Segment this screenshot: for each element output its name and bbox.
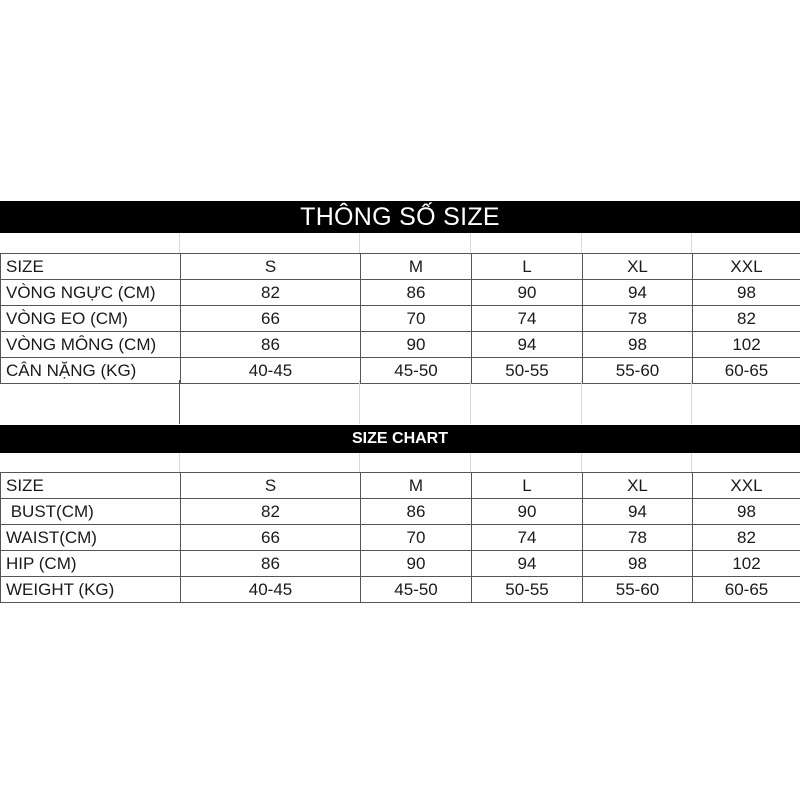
row-label: HIP (CM) <box>1 551 181 577</box>
row-label: VÒNG EO (CM) <box>1 306 181 332</box>
header-cell-s: S <box>181 473 361 499</box>
row-label: VÒNG NGỰC (CM) <box>1 280 181 306</box>
en-title: SIZE CHART <box>352 430 448 447</box>
row-label: WAIST(CM) <box>1 525 181 551</box>
value-cell: 102 <box>693 551 800 577</box>
table-row <box>1 306 800 332</box>
value-cell: 94 <box>583 280 693 306</box>
en-header-row <box>1 473 800 499</box>
value-cell: 40-45 <box>181 358 361 384</box>
value-cell: 90 <box>361 551 472 577</box>
value-cell: 90 <box>472 499 583 525</box>
value-cell: 78 <box>583 306 693 332</box>
header-cell-s: S <box>181 254 361 280</box>
value-cell: 94 <box>583 499 693 525</box>
value-cell: 60-65 <box>693 358 800 384</box>
value-cell: 82 <box>693 306 800 332</box>
header-cell-m: M <box>361 473 472 499</box>
header-cell-xxl: XXL <box>693 473 800 499</box>
value-cell: 86 <box>361 499 472 525</box>
table-row <box>1 499 800 525</box>
value-cell: 82 <box>181 499 361 525</box>
value-cell: 66 <box>181 525 361 551</box>
value-cell: 60-65 <box>693 577 800 603</box>
value-cell: 50-55 <box>472 358 583 384</box>
value-cell: 55-60 <box>583 577 693 603</box>
value-cell: 70 <box>361 525 472 551</box>
vn-header-row <box>1 254 800 280</box>
header-cell-size: SIZE <box>1 254 181 280</box>
value-cell: 40-45 <box>181 577 361 603</box>
value-cell: 90 <box>361 332 472 358</box>
value-cell: 74 <box>472 306 583 332</box>
row-label: CÂN NẶNG (KG) <box>1 358 181 384</box>
en-title-bar <box>0 425 800 453</box>
value-cell: 98 <box>583 332 693 358</box>
en-size-table <box>0 472 800 603</box>
value-cell: 86 <box>181 332 361 358</box>
value-cell: 45-50 <box>361 358 472 384</box>
gap-spacer-row <box>0 380 800 424</box>
header-cell-size: SIZE <box>1 473 181 499</box>
header-cell-xl: XL <box>583 473 693 499</box>
value-cell: 86 <box>181 551 361 577</box>
table-row <box>1 280 800 306</box>
value-cell: 70 <box>361 306 472 332</box>
header-cell-l: L <box>472 473 583 499</box>
header-cell-m: M <box>361 254 472 280</box>
vn-title: THÔNG SỐ SIZE <box>300 202 500 231</box>
value-cell: 55-60 <box>583 358 693 384</box>
value-cell: 94 <box>472 332 583 358</box>
table-row <box>1 551 800 577</box>
value-cell: 94 <box>472 551 583 577</box>
value-cell: 82 <box>181 280 361 306</box>
en-spacer-row <box>0 453 800 472</box>
value-cell: 45-50 <box>361 577 472 603</box>
vn-title-bar <box>0 201 800 233</box>
value-cell: 50-55 <box>472 577 583 603</box>
row-label: WEIGHT (KG) <box>1 577 181 603</box>
row-label: BUST(CM) <box>1 499 181 525</box>
table-row <box>1 577 800 603</box>
value-cell: 82 <box>693 525 800 551</box>
row-label: VÒNG MÔNG (CM) <box>1 332 181 358</box>
value-cell: 78 <box>583 525 693 551</box>
value-cell: 102 <box>693 332 800 358</box>
value-cell: 74 <box>472 525 583 551</box>
value-cell: 86 <box>361 280 472 306</box>
value-cell: 98 <box>693 499 800 525</box>
vn-spacer-row <box>0 233 800 253</box>
value-cell: 66 <box>181 306 361 332</box>
value-cell: 98 <box>693 280 800 306</box>
header-cell-l: L <box>472 254 583 280</box>
table-row <box>1 332 800 358</box>
vn-size-table <box>0 253 800 384</box>
value-cell: 98 <box>583 551 693 577</box>
header-cell-xxl: XXL <box>693 254 800 280</box>
table-row <box>1 525 800 551</box>
header-cell-xl: XL <box>583 254 693 280</box>
value-cell: 90 <box>472 280 583 306</box>
